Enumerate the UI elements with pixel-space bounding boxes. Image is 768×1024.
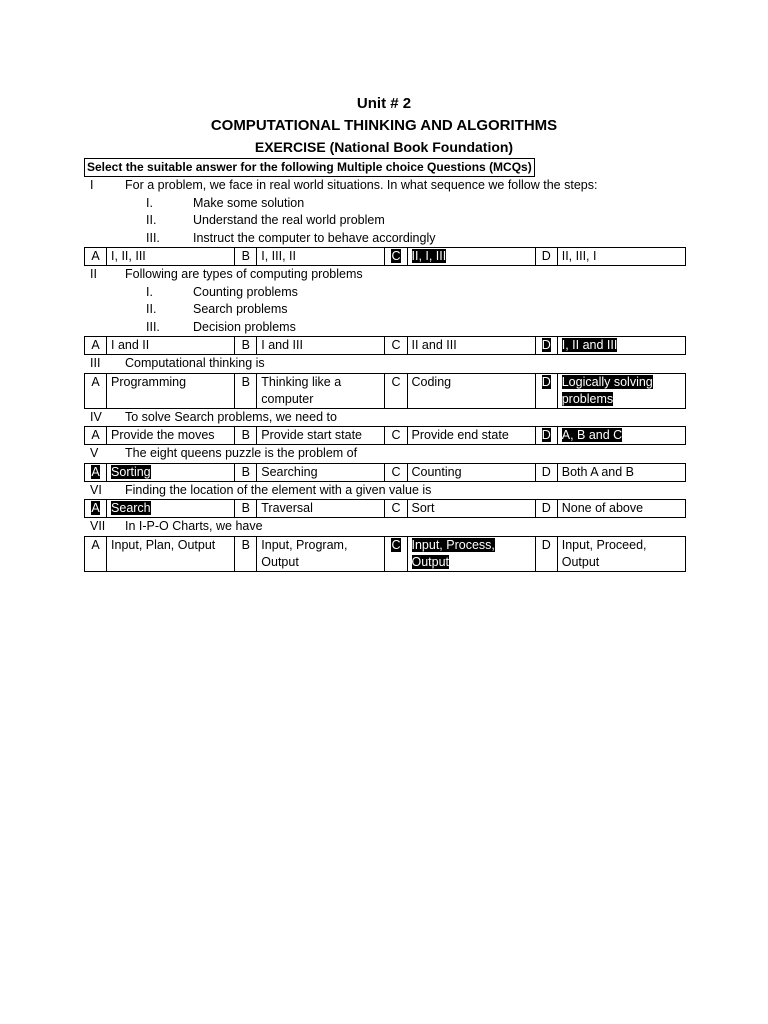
question-text: Computational thinking is (125, 356, 265, 370)
question-number: VI (90, 482, 102, 497)
option-letter-c: C (385, 373, 407, 408)
option-letter-d: D (535, 248, 557, 266)
question-number: I (90, 178, 94, 192)
option-letter-c: C (385, 248, 407, 266)
option-letter-a: A (85, 427, 107, 445)
option-letter-c: C (385, 427, 407, 445)
sub-item (84, 319, 686, 337)
question-7 (84, 518, 686, 536)
option-letter-b: B (235, 373, 257, 408)
sub-item-text: Make some solution (193, 195, 305, 210)
exercise-title: EXERCISE (National Book Foundation) (254, 139, 514, 155)
option-letter-c: C (385, 463, 407, 481)
options-table-4 (84, 426, 686, 445)
options-table-3 (84, 373, 686, 409)
sub-item (84, 301, 686, 319)
sub-item-text: Instruct the computer to behave accordingly (193, 230, 436, 245)
unit-title: Unit # 2 (356, 95, 412, 112)
options-table-7 (84, 536, 686, 572)
sub-item (84, 195, 686, 213)
question-text: In I-P-O Charts, we have (125, 519, 263, 533)
option-a: Programming (107, 373, 235, 408)
option-letter-b: B (235, 463, 257, 481)
sub-item (84, 230, 686, 248)
question-2 (84, 266, 686, 284)
option-letter-c: C (385, 337, 407, 355)
option-b: Thinking like a computer (257, 373, 385, 408)
sub-item (84, 284, 686, 302)
option-letter-b: B (235, 536, 257, 571)
option-b: Traversal (257, 500, 385, 518)
option-letter-d: D (535, 500, 557, 518)
option-a: I and II (107, 337, 235, 355)
option-letter-b: B (235, 500, 257, 518)
option-letter-d: D (535, 536, 557, 571)
question-6 (84, 482, 686, 500)
option-letter-d: D (535, 427, 557, 445)
option-letter-a: A (85, 337, 107, 355)
option-c: II and III (407, 337, 535, 355)
option-d: None of above (557, 500, 685, 518)
options-table-5 (84, 463, 686, 482)
option-a-answer: Search (107, 500, 235, 518)
option-letter-b: B (235, 337, 257, 355)
option-letter-a: A (85, 248, 107, 266)
sub-item-text: Search problems (193, 302, 288, 316)
option-letter-a: A (85, 373, 107, 408)
option-c: Coding (407, 373, 535, 408)
question-number: II (90, 267, 97, 281)
option-b: I and III (257, 337, 385, 355)
options-table-2 (84, 336, 686, 355)
sub-item-number: III. (146, 230, 160, 245)
option-c: Counting (407, 463, 535, 481)
option-c: Provide end state (407, 427, 535, 445)
option-letter-c: C (385, 536, 407, 571)
option-letter-d: D (535, 373, 557, 408)
option-letter-b: B (235, 427, 257, 445)
option-b: Input, Program, Output (257, 536, 385, 571)
option-d-answer: I, II and III (557, 337, 685, 355)
chapter-title: COMPUTATIONAL THINKING AND ALGORITHMS (210, 117, 558, 134)
question-number: V (90, 446, 99, 460)
question-number: IV (90, 409, 102, 424)
option-d: II, III, I (557, 248, 685, 266)
options-table-6 (84, 499, 686, 518)
question-4 (84, 409, 686, 427)
option-b: Searching (257, 463, 385, 481)
sub-item-number: III. (146, 319, 160, 334)
sub-item-number: I. (146, 195, 153, 210)
option-a: Input, Plan, Output (107, 536, 235, 571)
question-text: To solve Search problems, we need to (125, 409, 337, 424)
question-number: III (90, 356, 101, 370)
option-a: I, II, III (107, 248, 235, 266)
question-text: Finding the location of the element with a given value is (125, 482, 432, 497)
question-text: The eight queens puzzle is the problem of (125, 446, 358, 460)
option-letter-d: D (535, 463, 557, 481)
option-letter-a: A (85, 463, 107, 481)
option-d: Both A and B (557, 463, 685, 481)
option-b: I, III, II (257, 248, 385, 266)
question-text: Following are types of computing problems (125, 267, 363, 281)
sub-item-number: II. (146, 302, 157, 316)
question-1 (84, 177, 686, 195)
mcq-section (84, 158, 686, 572)
option-c: Sort (407, 500, 535, 518)
question-5 (84, 445, 686, 463)
option-a: Provide the moves (107, 427, 235, 445)
option-c-answer: II, I, III (407, 248, 535, 266)
option-letter-d: D (535, 337, 557, 355)
question-3 (84, 355, 686, 373)
sub-item-text: Decision problems (193, 319, 296, 334)
option-letter-a: A (85, 500, 107, 518)
option-letter-b: B (235, 248, 257, 266)
question-number: VII (90, 519, 106, 533)
option-d: Input, Proceed, Output (557, 536, 685, 571)
sub-item (84, 212, 686, 230)
option-d-answer: Logically solving problems (557, 373, 685, 408)
options-table-1 (84, 247, 686, 266)
sub-item-number: I. (146, 284, 153, 299)
option-d-answer: A, B and C (557, 427, 685, 445)
option-b: Provide start state (257, 427, 385, 445)
option-c-answer: Input, Process, Output (407, 536, 535, 571)
sub-item-text: Understand the real world problem (193, 213, 385, 227)
option-letter-c: C (385, 500, 407, 518)
question-text: For a problem, we face in real world situations. In what sequence we follow the steps: (125, 178, 598, 192)
sub-item-number: II. (146, 213, 157, 227)
option-a-answer: Sorting (107, 463, 235, 481)
option-letter-a: A (85, 536, 107, 571)
mcq-instruction: Select the suitable answer for the following Multiple choice Questions (MCQs) (84, 158, 535, 177)
sub-item-text: Counting problems (193, 284, 298, 299)
